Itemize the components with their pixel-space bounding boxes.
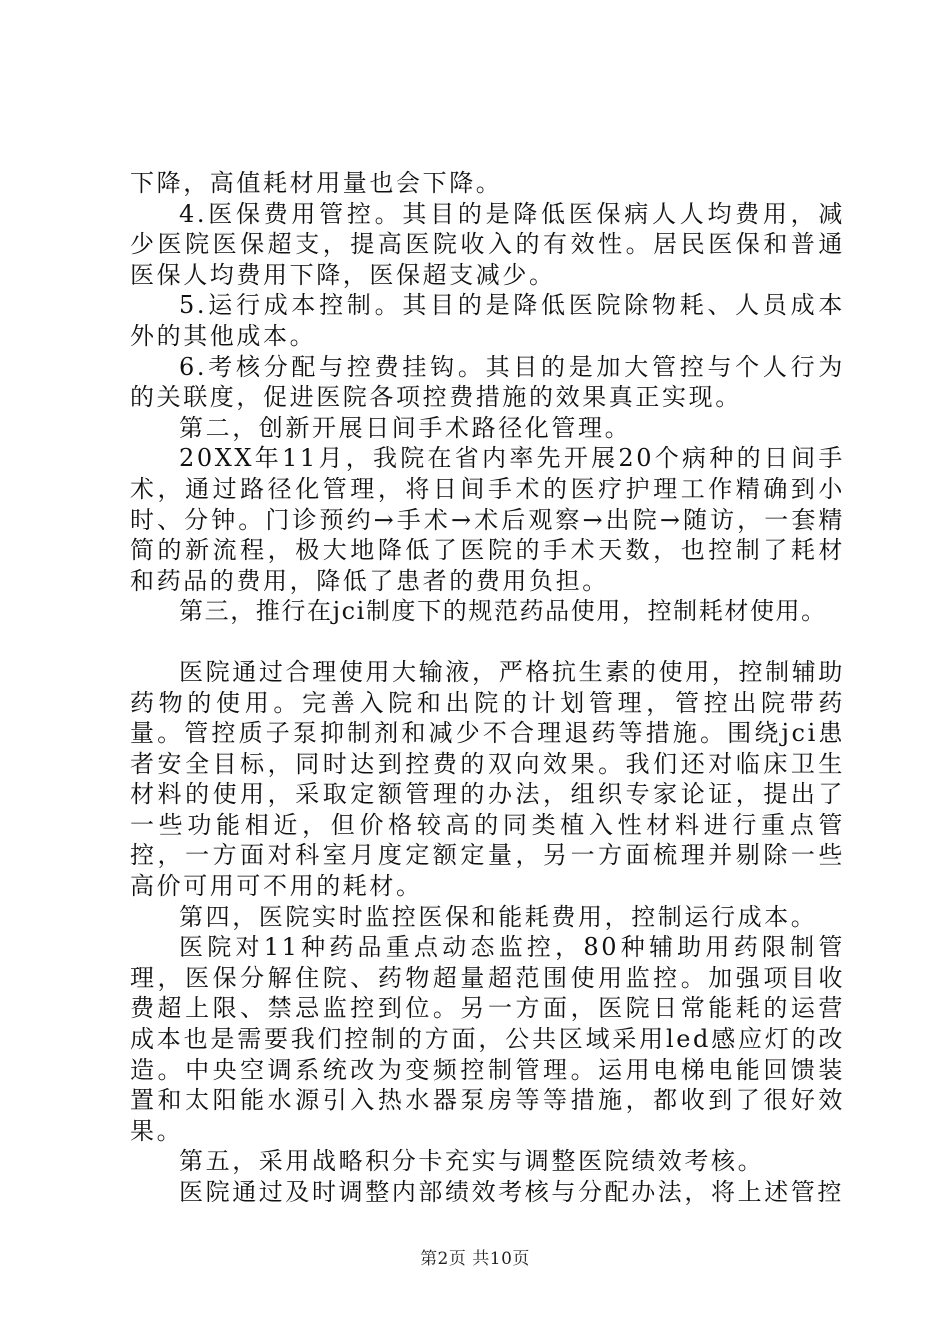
page-footer: 第2页 共10页	[420, 1249, 530, 1269]
section-heading-fifth: 第五，采用战略积分卡充实与调整医院绩效考核。	[179, 1147, 765, 1176]
paragraph-performance: 医院通过及时调整内部绩效考核与分配办法，将上述管控	[179, 1178, 844, 1206]
paragraph-item-4: 4.医保费用管控。其目的是降低医保病人人均费用，减少医院医保超支，提高医院收入的有效性。居民医保和普通医保人均费用下降，医保超支减少。	[130, 199, 845, 289]
paragraph-gap	[130, 627, 845, 657]
document-body	[130, 168, 845, 1208]
paragraph-item-6: 6.考核分配与控费挂钩。其目的是加大管控与个人行为的关联度，促进医院各项控费措施的效果真正实现。	[130, 352, 845, 412]
paragraph-day-surgery: 20XX年11月，我院在省内率先开展20个病种的日间手术，通过路径化管理，将日间手术的医疗护理工作精确到小时、分钟。门诊预约→手术→术后观察→出院→随访，一套精简的新流程，极大地降低了医院的手术天数，也控制了耗材和药品的费用，降低了患者的费用负担。	[130, 444, 845, 595]
paragraph-monitoring: 医院对11种药品重点动态监控，80种辅助用药限制管理，医保分解住院、药物超量超范围使用监控。加强项目收费超上限、禁忌监控到位。另一方面，医院日常能耗的运营成本也是需要我们控制的方面，公共区域采用led感应灯的改造。中央空调系统改为变频控制管理。运用电梯电能回馈装置和太阳能水源引入热水器泵房等等措施，都收到了很好效果。	[130, 933, 845, 1145]
paragraph-drug-usage: 医院通过合理使用大输液，严格抗生素的使用，控制辅助药物的使用。完善入院和出院的计划管理，管控出院带药量。管控质子泵抑制剂和减少不合理退药等措施。围绕jci患者安全目标，同时达到控费的双向效果。我们还对临床卫生材料的使用，采取定额管理的办法，组织专家论证，提出了一些功能相近，但价格较高的同类植入性材料进行重点管控，一方面对科室月度定额定量，另一方面梳理并剔除一些高价可用可不用的耗材。	[130, 657, 845, 901]
section-heading-fourth: 第四，医院实时监控医保和能耗费用，控制运行成本。	[179, 902, 818, 931]
section-heading-third: 第三，推行在jci制度下的规范药品使用，控制耗材使用。	[179, 597, 827, 626]
paragraph-item-5: 5.运行成本控制。其目的是降低医院除物耗、人员成本外的其他成本。	[130, 291, 845, 350]
paragraph-continuation: 下降，高值耗材用量也会下降。	[130, 169, 503, 197]
section-heading-second: 第二，创新开展日间手术路径化管理。	[179, 413, 632, 442]
